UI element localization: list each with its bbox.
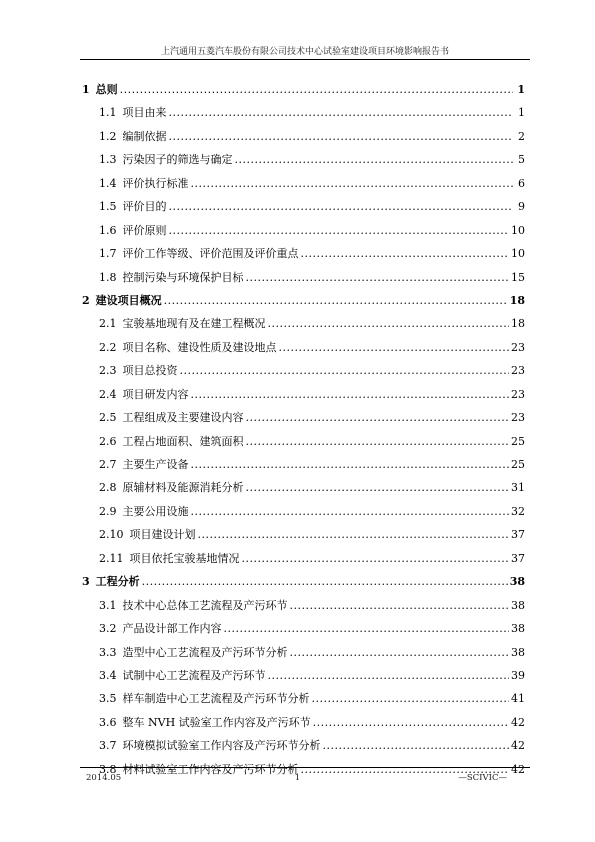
toc-entry-number: 3 (82, 575, 90, 589)
toc-dot-leader (268, 312, 510, 335)
toc-dot-leader (169, 219, 510, 242)
toc-dot-leader (164, 289, 508, 312)
toc-subsection-entry[interactable] (82, 125, 525, 148)
toc-entry-title: 工程分析 (95, 575, 140, 589)
toc-entry-page: 23 (511, 411, 525, 425)
toc-entry-title: 项目研发内容 (122, 387, 189, 401)
toc-entry-title: 材料试验室工作内容及产污环节分析 (122, 762, 299, 776)
toc-entry-page: 15 (511, 270, 525, 284)
toc-entry-page: 6 (518, 176, 525, 190)
footer-org: —SCIVIC— (458, 773, 507, 783)
toc-subsection-entry[interactable] (82, 476, 525, 499)
toc-entry-number: 3.6 (99, 715, 117, 729)
toc-entry-page: 10 (511, 247, 525, 261)
toc-dot-leader (246, 266, 510, 289)
toc-entry-title: 宝骏基地现有及在建工程概况 (122, 317, 266, 331)
toc-entry-number: 1.7 (99, 247, 117, 261)
toc-subsection-entry[interactable] (82, 383, 525, 406)
toc-subsection-entry[interactable] (82, 406, 525, 429)
toc-entry-page: 32 (511, 504, 525, 518)
header-rule (80, 59, 530, 60)
toc-entry-page: 42 (511, 715, 525, 729)
toc-entry-number: 1.8 (99, 270, 117, 284)
toc-dot-leader (120, 78, 513, 101)
toc-entry-number: 2.6 (99, 434, 117, 448)
toc-entry-number: 2.5 (99, 411, 117, 425)
toc-entry-title: 整车 NVH 试验室工作内容及产污环节 (122, 715, 311, 729)
toc-entry-page: 23 (511, 364, 525, 378)
toc-entry-number: 3.2 (99, 622, 117, 636)
toc-entry-number: 2.1 (99, 317, 117, 331)
toc-subsection-entry[interactable] (82, 617, 525, 640)
toc-dot-leader (290, 594, 510, 617)
toc-subsection-entry[interactable] (82, 711, 525, 734)
toc-entry-page: 18 (511, 317, 525, 331)
toc-dot-leader (191, 383, 510, 406)
toc-entry-number: 3.3 (99, 645, 117, 659)
toc-entry-page: 42 (511, 739, 525, 753)
toc-entry-title: 项目依托宝骏基地情况 (129, 551, 240, 565)
toc-section-entry[interactable] (82, 570, 525, 593)
toc-entry-page: 2 (518, 129, 525, 143)
toc-entry-page: 23 (511, 387, 525, 401)
footer-page-number: 1 (294, 773, 301, 783)
toc-entry-number: 1.5 (99, 200, 117, 214)
toc-subsection-entry[interactable] (82, 523, 525, 546)
toc-entry-number: 1.6 (99, 223, 117, 237)
toc-entry-title: 项目名称、建设性质及建设地点 (122, 340, 277, 354)
toc-entry-title: 编制依据 (122, 129, 167, 143)
toc-dot-leader (235, 148, 514, 171)
toc-subsection-entry[interactable] (82, 195, 525, 218)
toc-subsection-entry[interactable] (82, 266, 525, 289)
toc-dot-leader (191, 500, 510, 523)
footer-rule (80, 767, 530, 768)
toc-dot-leader (142, 570, 508, 593)
toc-dot-leader (268, 664, 510, 687)
toc-entry-number: 3.5 (99, 692, 117, 706)
toc-entry-number: 2 (82, 293, 90, 307)
toc-section-entry[interactable] (82, 289, 525, 312)
toc-entry-page: 39 (511, 668, 525, 682)
toc-entry-page: 5 (518, 153, 525, 167)
toc-entry-title: 控制污染与环境保护目标 (122, 270, 244, 284)
toc-entry-page: 37 (511, 551, 525, 565)
toc-entry-number: 2.10 (99, 528, 124, 542)
toc-entry-page: 38 (511, 622, 525, 636)
toc-dot-leader (246, 406, 510, 429)
toc-subsection-entry[interactable] (82, 242, 525, 265)
toc-dot-leader (242, 547, 510, 570)
toc-dot-leader (279, 336, 510, 359)
toc-subsection-entry[interactable] (82, 336, 525, 359)
toc-entry-title: 试制中心工艺流程及产污环节 (122, 668, 266, 682)
toc-entry-title: 项目总投资 (122, 364, 178, 378)
toc-entry-title: 评价原则 (122, 223, 167, 237)
toc-subsection-entry[interactable] (82, 430, 525, 453)
toc-entry-number: 3.1 (99, 598, 117, 612)
toc-subsection-entry[interactable] (82, 359, 525, 382)
toc-entry-number: 2.11 (99, 551, 124, 565)
toc-subsection-entry[interactable] (82, 453, 525, 476)
toc-entry-title: 建设项目概况 (95, 293, 162, 307)
toc-entry-title: 主要公用设施 (122, 504, 189, 518)
toc-subsection-entry[interactable] (82, 547, 525, 570)
table-of-contents (82, 78, 525, 781)
toc-entry-number: 1.2 (99, 129, 117, 143)
toc-dot-leader (198, 523, 510, 546)
toc-entry-page: 1 (517, 83, 525, 96)
running-header: 上汽通用五菱汽车股份有限公司技术中心试验室建设项目环境影响报告书 (160, 47, 449, 57)
toc-entry-number: 1.3 (99, 153, 117, 167)
toc-entry-title: 造型中心工艺流程及产污环节分析 (122, 645, 288, 659)
toc-entry-page: 23 (511, 340, 525, 354)
toc-subsection-entry[interactable] (82, 641, 525, 664)
toc-entry-title: 总则 (95, 83, 118, 96)
toc-subsection-entry[interactable] (82, 219, 525, 242)
toc-entry-number: 2.4 (99, 387, 117, 401)
toc-entry-page: 37 (511, 528, 525, 542)
toc-dot-leader (301, 242, 510, 265)
toc-entry-number: 3.8 (99, 762, 117, 776)
toc-entry-title: 项目建设计划 (129, 528, 196, 542)
toc-subsection-entry[interactable] (82, 172, 525, 195)
toc-subsection-entry[interactable] (82, 148, 525, 171)
toc-dot-leader (169, 101, 514, 124)
toc-subsection-entry[interactable] (82, 687, 525, 710)
toc-entry-title: 主要生产设备 (122, 458, 189, 471)
toc-dot-leader (191, 453, 510, 476)
toc-entry-title: 工程组成及主要建设内容 (122, 411, 244, 425)
toc-subsection-entry[interactable] (82, 101, 525, 124)
toc-subsection-entry[interactable] (82, 664, 525, 687)
toc-entry-title: 样车制造中心工艺流程及产污环节分析 (122, 692, 310, 706)
toc-dot-leader (169, 125, 514, 148)
toc-entry-page: 41 (511, 692, 525, 706)
toc-entry-page: 42 (511, 762, 525, 776)
toc-entry-title: 评价执行标准 (122, 176, 189, 190)
toc-entry-page: 38 (511, 645, 525, 659)
toc-dot-leader (191, 172, 514, 195)
toc-entry-page: 9 (518, 200, 525, 214)
toc-dot-leader (224, 617, 510, 640)
toc-entry-number: 1 (82, 83, 90, 96)
toc-entry-title: 工程占地面积、建筑面积 (122, 434, 244, 448)
toc-dot-leader (180, 359, 510, 382)
toc-entry-number: 3.4 (99, 668, 117, 682)
toc-entry-page: 38 (511, 598, 525, 612)
toc-entry-title: 原辅材料及能源消耗分析 (122, 481, 244, 495)
toc-entry-title: 评价目的 (122, 200, 167, 214)
toc-dot-leader (312, 687, 510, 710)
toc-subsection-entry[interactable] (82, 500, 525, 523)
toc-entry-page: 10 (511, 223, 525, 237)
toc-entry-title: 技术中心总体工艺流程及产污环节 (122, 598, 288, 612)
toc-entry-number: 2.2 (99, 340, 117, 354)
toc-entry-number: 1.1 (99, 106, 117, 120)
toc-dot-leader (169, 195, 514, 218)
footer-date: 2014.05 (86, 773, 122, 783)
toc-section-entry[interactable] (82, 78, 525, 101)
toc-entry-number: 2.7 (99, 458, 117, 471)
toc-dot-leader (323, 734, 510, 757)
toc-entry-title: 产品设计部工作内容 (122, 622, 222, 636)
toc-entry-title: 评价工作等级、评价范围及评价重点 (122, 247, 299, 261)
toc-entry-page: 31 (511, 481, 525, 495)
toc-entry-title: 环境模拟试验室工作内容及产污环节分析 (122, 739, 321, 753)
toc-entry-number: 3.7 (99, 739, 117, 753)
toc-entry-page: 18 (509, 293, 525, 307)
toc-dot-leader (313, 711, 509, 734)
toc-entry-title: 项目由来 (122, 106, 167, 120)
toc-entry-number: 1.4 (99, 176, 117, 190)
toc-dot-leader (290, 641, 510, 664)
toc-subsection-entry[interactable] (82, 734, 525, 757)
toc-entry-number: 2.3 (99, 364, 117, 378)
toc-subsection-entry[interactable] (82, 312, 525, 335)
toc-subsection-entry[interactable] (82, 594, 525, 617)
toc-dot-leader (246, 430, 510, 453)
toc-entry-page: 38 (509, 575, 525, 589)
toc-entry-page: 25 (511, 434, 525, 448)
toc-entry-title: 污染因子的筛选与确定 (122, 153, 233, 167)
toc-dot-leader (246, 476, 510, 499)
toc-entry-number: 2.8 (99, 481, 117, 495)
toc-entry-page: 1 (518, 106, 525, 120)
toc-entry-number: 2.9 (99, 504, 117, 518)
toc-entry-page: 25 (511, 458, 525, 471)
